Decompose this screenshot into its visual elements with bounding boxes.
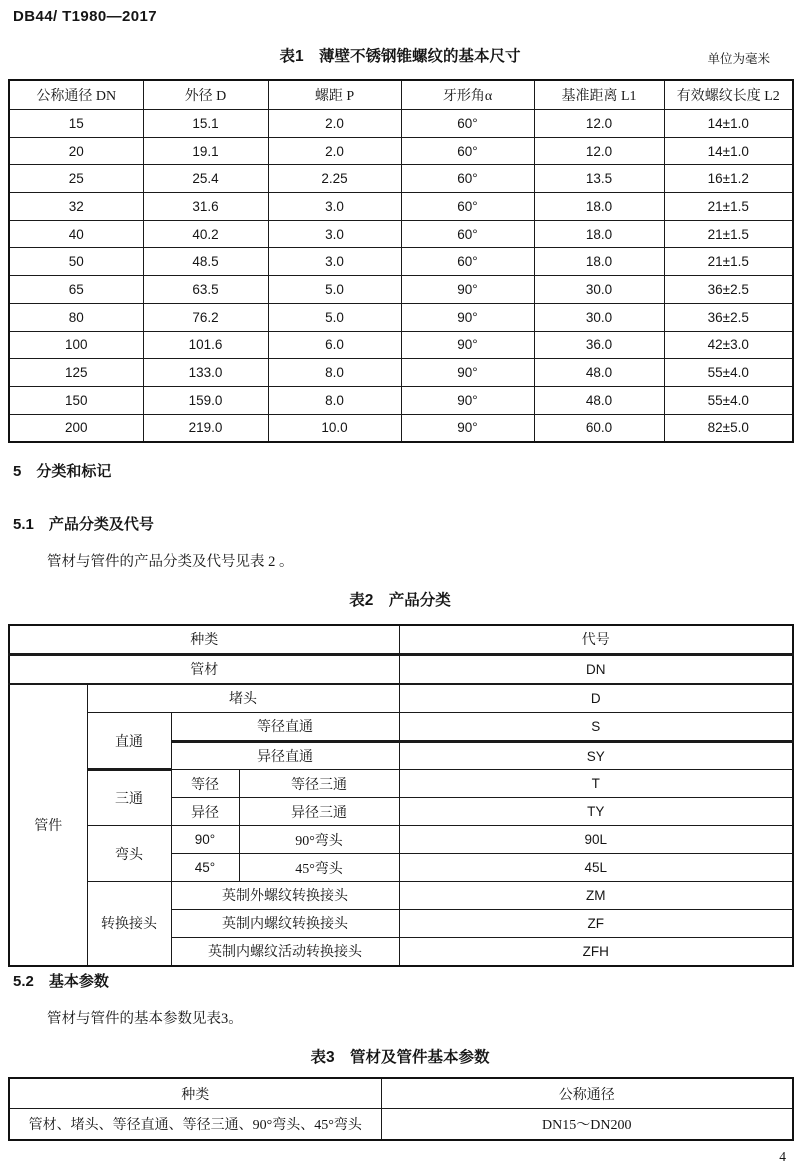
- table1-cell: 133.0: [143, 359, 268, 387]
- section-5-2-paragraph: 管材与管件的基本参数见表3。: [47, 1011, 243, 1027]
- table-row: [9, 770, 793, 798]
- table1-cell: 76.2: [143, 303, 268, 331]
- table1-cell: 60°: [401, 137, 534, 165]
- table-row: [9, 110, 793, 138]
- table2-elbow-90-code: 90L: [399, 826, 793, 854]
- table2-coupling-reducing-code: SY: [399, 741, 793, 770]
- table1-cell: 2.0: [268, 110, 401, 138]
- table1-cell: 8.0: [268, 359, 401, 387]
- table1-cell: 60°: [401, 193, 534, 221]
- table1-cell: 21±1.5: [664, 193, 793, 221]
- table1-cell: 48.5: [143, 248, 268, 276]
- table1-cell: 15.1: [143, 110, 268, 138]
- table1-cell: 90°: [401, 414, 534, 442]
- table1-cell: 30.0: [534, 276, 664, 304]
- table3-kinds-cell: 管材、堵头、等径直通、等径三通、90°弯头、45°弯头: [9, 1109, 381, 1141]
- table1-cell: 13.5: [534, 165, 664, 193]
- table-row: [9, 165, 793, 193]
- page-number: 4: [779, 1149, 786, 1164]
- table-row: [9, 276, 793, 304]
- table2-adapter-male-name: 英制外螺纹转换接头: [171, 882, 399, 910]
- table1-cell: 3.0: [268, 193, 401, 221]
- section-5-1-paragraph: 管材与管件的产品分类及代号见表 2 。: [47, 554, 294, 570]
- table1-cell: 101.6: [143, 331, 268, 359]
- table2-coupling-label: 直通: [87, 712, 171, 770]
- table2-tee-reducing-size: 异径: [171, 798, 239, 826]
- table1-cell: 40: [9, 220, 143, 248]
- table1-cell: 3.0: [268, 220, 401, 248]
- table1-cell: 2.25: [268, 165, 401, 193]
- table1-cell: 32: [9, 193, 143, 221]
- table3-header-kind: 种类: [9, 1078, 381, 1109]
- table-row: [9, 137, 793, 165]
- table1-cell: 90°: [401, 303, 534, 331]
- table-row: [9, 654, 793, 683]
- table1-cell: 48.0: [534, 386, 664, 414]
- table1-cell: 21±1.5: [664, 248, 793, 276]
- table2-product-classification: [8, 624, 794, 967]
- table1-cell: 42±3.0: [664, 331, 793, 359]
- table1-cell: 150: [9, 386, 143, 414]
- table1-cell: 219.0: [143, 414, 268, 442]
- table2-adapter-male-code: ZM: [399, 882, 793, 910]
- table-row: [9, 882, 793, 910]
- table2-tee-label: 三通: [87, 770, 171, 826]
- table1-cell: 3.0: [268, 248, 401, 276]
- table1-cell: 16±1.2: [664, 165, 793, 193]
- table2-tee-reducing-name: 异径三通: [239, 798, 399, 826]
- table2-coupling-equal-code: S: [399, 712, 793, 741]
- table1-cell: 12.0: [534, 110, 664, 138]
- table1-cell: 60°: [401, 110, 534, 138]
- table2-header-kind: 种类: [9, 625, 399, 654]
- table-row: [9, 193, 793, 221]
- table-row: [9, 684, 793, 712]
- table1-cell: 25.4: [143, 165, 268, 193]
- table1-cell: 18.0: [534, 248, 664, 276]
- table1-cell: 15: [9, 110, 143, 138]
- table1-cell: 31.6: [143, 193, 268, 221]
- table1-cell: 36±2.5: [664, 303, 793, 331]
- table1-cell: 5.0: [268, 276, 401, 304]
- table1-header-row: [9, 80, 793, 110]
- table2-adapter-union-name: 英制内螺纹活动转换接头: [171, 937, 399, 965]
- table1-cell: 21±1.5: [664, 220, 793, 248]
- table1-cell: 2.0: [268, 137, 401, 165]
- table1-cell: 90°: [401, 359, 534, 387]
- section-5-2-heading: 5.2 基本参数: [13, 973, 109, 990]
- standard-number: DB44/ T1980—2017: [13, 8, 157, 25]
- table1-cell: 18.0: [534, 220, 664, 248]
- table-row: [9, 331, 793, 359]
- table1-caption: 表1 薄壁不锈钢锥螺纹的基本尺寸: [279, 48, 521, 65]
- table2-elbow-45-name: 45°弯头: [239, 854, 399, 882]
- table1-cell: 40.2: [143, 220, 268, 248]
- table1-cell: 12.0: [534, 137, 664, 165]
- table1-cell: 125: [9, 359, 143, 387]
- table2-caption: 表2 产品分类: [349, 592, 451, 609]
- table-row: [9, 1109, 793, 1141]
- table1-cell: 63.5: [143, 276, 268, 304]
- table3-basic-parameters: [8, 1077, 794, 1141]
- table1-cell: 14±1.0: [664, 137, 793, 165]
- table2-pipe-label: 管材: [9, 654, 399, 683]
- table1-cell: 55±4.0: [664, 386, 793, 414]
- table-row: [9, 359, 793, 387]
- table3-dn-range-cell: DN15～DN200: [381, 1109, 793, 1141]
- table2-tee-reducing-code: TY: [399, 798, 793, 826]
- table1-cell: 20: [9, 137, 143, 165]
- table1-cell: 50: [9, 248, 143, 276]
- table1-cell: 80: [9, 303, 143, 331]
- table1-cell: 36.0: [534, 331, 664, 359]
- table-row: [9, 414, 793, 442]
- table-row: [9, 303, 793, 331]
- table2-header-row: [9, 625, 793, 654]
- table3-header-dn: 公称通径: [381, 1078, 793, 1109]
- table2-pipe-code: DN: [399, 654, 793, 683]
- table1-cell: 14±1.0: [664, 110, 793, 138]
- table1-cell: 8.0: [268, 386, 401, 414]
- table2-coupling-equal-name: 等径直通: [171, 712, 399, 741]
- table1-cell: 200: [9, 414, 143, 442]
- table2-elbow-90-name: 90°弯头: [239, 826, 399, 854]
- section-5-1-heading: 5.1 产品分类及代号: [13, 516, 154, 533]
- section-5-heading: 5 分类和标记: [13, 463, 112, 480]
- table2-header-code: 代号: [399, 625, 793, 654]
- table1-cell: 36±2.5: [664, 276, 793, 304]
- table1-unit-note: 单位为毫米: [707, 52, 770, 66]
- table2-plug-code: D: [399, 684, 793, 712]
- table1-cell: 6.0: [268, 331, 401, 359]
- table1-cell: 82±5.0: [664, 414, 793, 442]
- table1-cell: 19.1: [143, 137, 268, 165]
- table1-cell: 65: [9, 276, 143, 304]
- table1-cell: 18.0: [534, 193, 664, 221]
- table1-cell: 60°: [401, 248, 534, 276]
- table3-header-row: [9, 1078, 793, 1109]
- table-row: [9, 386, 793, 414]
- table1-thread-dimensions: [8, 79, 794, 443]
- table1-cell: 90°: [401, 386, 534, 414]
- table-row: [9, 248, 793, 276]
- table1-cell: 10.0: [268, 414, 401, 442]
- table1-cell: 60.0: [534, 414, 664, 442]
- table2-plug-label: 堵头: [87, 684, 399, 712]
- table1-header-thread-angle: 牙形角α: [401, 80, 534, 110]
- table1-cell: 5.0: [268, 303, 401, 331]
- table2-tee-equal-code: T: [399, 770, 793, 798]
- table-row: [9, 712, 793, 741]
- table2-adapter-union-code: ZFH: [399, 937, 793, 965]
- table1-cell: 159.0: [143, 386, 268, 414]
- table1-cell: 90°: [401, 276, 534, 304]
- table-row: [9, 826, 793, 854]
- table1-cell: 60°: [401, 165, 534, 193]
- table2-tee-equal-name: 等径三通: [239, 770, 399, 798]
- table-row: [9, 220, 793, 248]
- table1-header-effective-length: 有效螺纹长度 L2: [664, 80, 793, 110]
- table1-cell: 30.0: [534, 303, 664, 331]
- table1-cell: 90°: [401, 331, 534, 359]
- table1-cell: 25: [9, 165, 143, 193]
- table1-header-pitch: 螺距 P: [268, 80, 401, 110]
- table2-tee-equal-size: 等径: [171, 770, 239, 798]
- table2-adapter-label: 转换接头: [87, 882, 171, 966]
- table2-coupling-reducing-name: 异径直通: [171, 741, 399, 770]
- table2-elbow-45-size: 45°: [171, 854, 239, 882]
- table2-adapter-female-name: 英制内螺纹转换接头: [171, 909, 399, 937]
- table2-elbow-label: 弯头: [87, 826, 171, 882]
- table1-cell: 48.0: [534, 359, 664, 387]
- table2-elbow-45-code: 45L: [399, 854, 793, 882]
- table1-cell: 55±4.0: [664, 359, 793, 387]
- table2-fittings-label: 管件: [9, 684, 87, 966]
- table1-header-dn: 公称通径 DN: [9, 80, 143, 110]
- table1-header-outer-diameter: 外径 D: [143, 80, 268, 110]
- table1-cell: 100: [9, 331, 143, 359]
- table2-adapter-female-code: ZF: [399, 909, 793, 937]
- table3-caption: 表3 管材及管件基本参数: [310, 1049, 490, 1066]
- table2-elbow-90-size: 90°: [171, 826, 239, 854]
- table1-cell: 60°: [401, 220, 534, 248]
- table1-header-gauge-length: 基准距离 L1: [534, 80, 664, 110]
